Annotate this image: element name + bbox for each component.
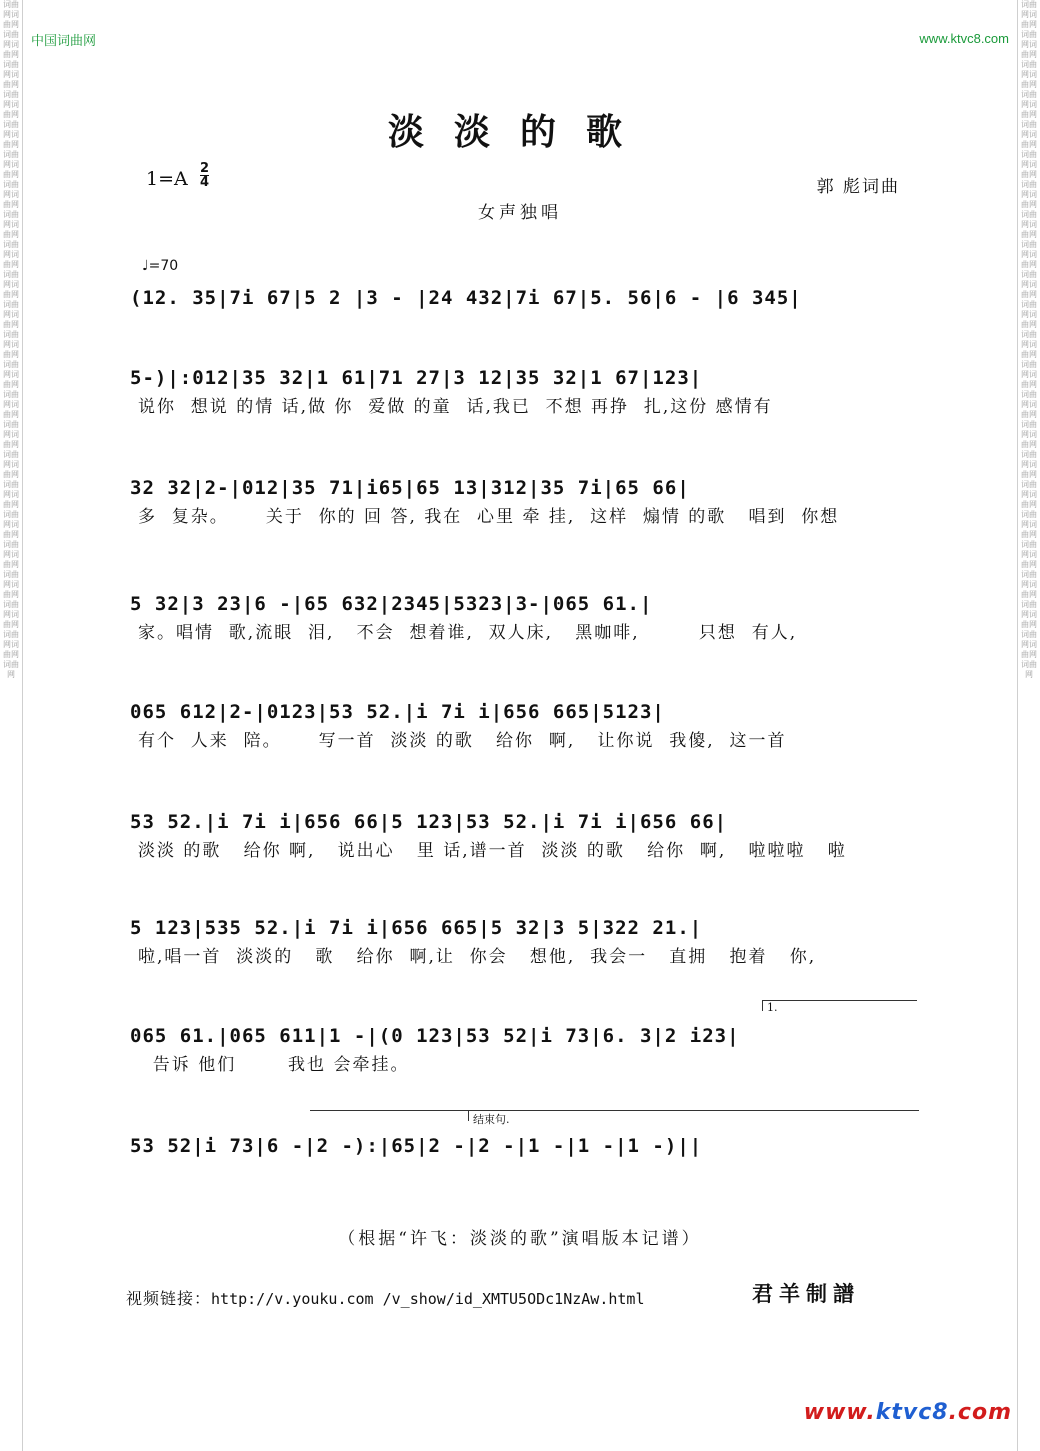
notation: 53 52|i 73|6 -|2 -):|65|2 -|2 -|1 -|1 -|1 -)|| <box>130 1135 703 1157</box>
performer: 女声独唱 <box>478 203 562 223</box>
right-side-watermark: 词曲网词曲网词曲网词曲网词曲网词曲网词曲网词曲网词曲网词曲网词曲网词曲网词曲网词曲网词曲网词曲网词曲网词曲网词曲网词曲网词曲网词曲网词曲网词曲网词曲网词曲网词曲网词曲网词曲网词曲网词曲网词曲网词曲网词曲网词曲网词曲网词曲网词曲网词曲网词曲网词曲网词曲网词曲网词曲网词曲网 <box>1021 0 1037 679</box>
notation: 5 123|535 52.|i 7i i|656 665|5 32|3 5|322 21.| <box>130 917 703 939</box>
lyrics: 家。唱情 歌,流眼 泪, 不会 想着谁, 双人床, 黑咖啡, 只想 有人, <box>138 623 798 643</box>
key-signature: 1=A <box>146 168 188 190</box>
score-line-2 <box>130 366 920 418</box>
lyrics: 有个 人来 陪。 写一首 淡淡 的歌 给你 啊, 让你说 我傻, 这一首 <box>138 731 787 751</box>
score-line-1 <box>130 286 920 316</box>
time-signature <box>200 162 209 189</box>
lyrics: 说你 想说 的情 话,做 你 爱做 的童 话,我已 不想 再挣 扎,这份 感情有 <box>138 397 773 417</box>
first-ending-bracket: 1. <box>762 1000 917 1011</box>
composer: 郭 彪词曲 <box>816 177 900 197</box>
score-line-7 <box>130 916 920 968</box>
watermark-tld: .com <box>948 1400 1012 1425</box>
lyrics: 啦,唱一首 淡淡的 歌 给你 啊,让 你会 想他, 我会一 直拥 抱着 你, <box>138 947 817 967</box>
score-line-6 <box>130 810 920 862</box>
lyrics: 多 复杂。 关于 你的 回 答, 我在 心里 牵 挂, 这样 煽情 的歌 唱到 你想 <box>138 507 840 527</box>
score-line-9 <box>130 1134 920 1158</box>
notation: 5-)|:012|35 32|1 61|71 27|3 12|35 32|1 67|123| <box>130 367 703 389</box>
tempo-marking: ♩=70 <box>142 258 179 274</box>
lyrics: 淡淡 的歌 给你 啊, 说出心 里 话,谱一首 淡淡 的歌 给你 啊, 啦啦啦 啦 <box>138 841 847 861</box>
score-line-3 <box>130 476 920 528</box>
score-line-5 <box>130 700 920 752</box>
watermark-brand: ktvc8 <box>875 1400 949 1425</box>
first-ending-continuation <box>310 1110 470 1121</box>
score-line-8 <box>130 1024 920 1076</box>
site-watermark <box>804 1400 1012 1425</box>
video-label: 视频链接： <box>126 1289 212 1308</box>
site-url[interactable]: www.ktvc8.com <box>919 31 1009 46</box>
notation: (12. 35|7i 67|5 2 |3 - |24 432|7i 67|5. 56|6 - |6 345| <box>130 287 802 309</box>
final-ending-bracket: 结束句. <box>468 1110 919 1121</box>
notation: 065 612|2-|0123|53 52.|i 7i i|656 665|5123| <box>130 701 665 723</box>
time-denominator: 4 <box>200 175 210 190</box>
notation: 5 32|3 23|6 -|65 632|2345|5323|3-|065 61.| <box>130 593 653 615</box>
site-name[interactable]: 中国词曲网 <box>31 34 97 49</box>
song-title: 淡淡的歌 <box>387 111 652 153</box>
lyrics: 告诉 他们 我也 会牵挂。 <box>138 1055 410 1075</box>
watermark-www: www. <box>803 1400 876 1425</box>
notation: 53 52.|i 7i i|656 66|5 123|53 52.|i 7i i|656 66| <box>130 811 728 833</box>
transcription-source: （根据“许飞：淡淡的歌”演唱版本记谱） <box>338 1229 702 1249</box>
left-side-watermark: 词曲网词曲网词曲网词曲网词曲网词曲网词曲网词曲网词曲网词曲网词曲网词曲网词曲网词曲网词曲网词曲网词曲网词曲网词曲网词曲网词曲网词曲网词曲网词曲网词曲网词曲网词曲网词曲网词曲网词曲网词曲网词曲网词曲网词曲网词曲网词曲网词曲网词曲网词曲网词曲网词曲网词曲网词曲网词曲网词曲网 <box>3 0 19 679</box>
transcriber-signature: 君羊制譜 <box>752 1281 860 1306</box>
video-link <box>126 1286 645 1309</box>
notation: 32 32|2-|012|35 71|i65|65 13|312|35 7i|65 66| <box>130 477 690 499</box>
time-numerator: 2 <box>200 161 210 176</box>
score-line-4 <box>130 592 920 644</box>
video-url[interactable]: http://v.youku.com /v_show/id_XMTU5ODc1NzAw.html <box>211 1290 645 1308</box>
notation: 065 61.|065 611|1 -|(0 123|53 52|i 73|6. 3|2 i23| <box>130 1025 740 1047</box>
